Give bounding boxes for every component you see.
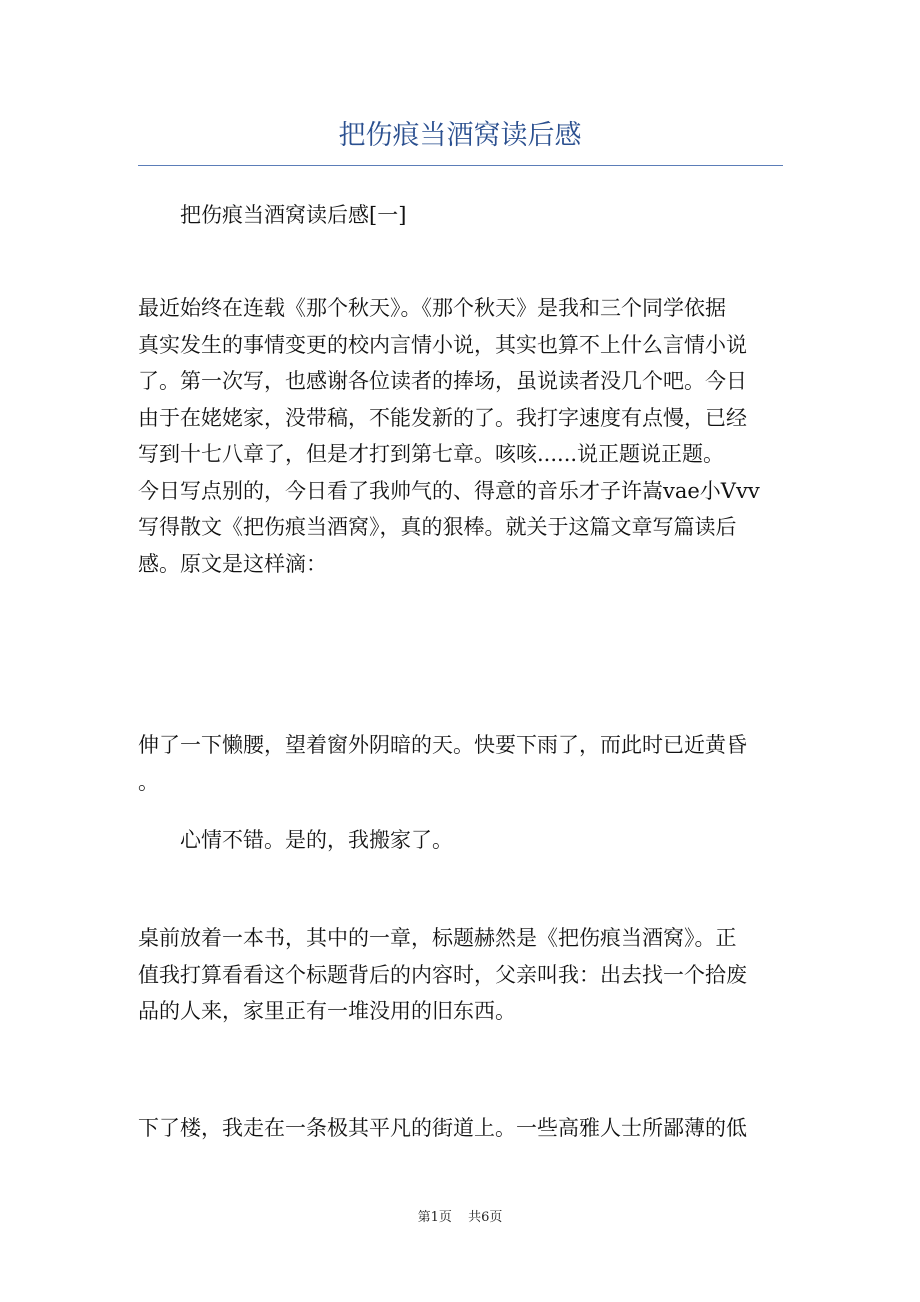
paragraph-2: 伸了一下懒腰，望着窗外阴暗的天。快要下雨了，而此时已近黄昏 。 <box>138 733 747 794</box>
document-title: 把伤痕当酒窝读后感 <box>338 120 582 151</box>
paragraph-3: 心情不错。是的，我搬家了。 <box>180 828 453 852</box>
page-total: 共6页 <box>468 1210 503 1225</box>
paragraph-1: 最近始终在连载《那个秋天》。《那个秋天》是我和三个同学依据 真实发生的事情变更的校内言情小说，其实也算不上什么言情小说 了。第一次写，也感谢各位读者的捧场，虽说读者没几个吧。今日 由于在姥姥家，没带稿，不能发新的了。我打字速度有点慢，已经 写到十七八章了，但是才打到第七章。咳咳......说正题说正题。 今日写点别的，今日看了我帅气的、得意的音乐才子许嵩vae小Vvv 写得散文《把伤痕当酒窝》，真的狠棒。就关于这篇文章写篇读后 感。原文是这样滴： <box>138 296 760 576</box>
paragraph-4: 桌前放着一本书，其中的一章，标题赫然是《把伤痕当酒窝》。正 值我打算看看这个标题背后的内容时，父亲叫我：出去找一个拾废 品的人来，家里正有一堆没用的旧东西。 <box>138 926 747 1023</box>
title-underline <box>138 165 783 166</box>
page-footer <box>0 1209 920 1227</box>
paragraph-5: 下了楼，我走在一条极其平凡的街道上。一些高雅人士所鄙薄的低 <box>138 1116 747 1140</box>
section-heading: 把伤痕当酒窝读后感[一] <box>180 203 407 227</box>
page-number: 第1页 <box>417 1210 452 1225</box>
